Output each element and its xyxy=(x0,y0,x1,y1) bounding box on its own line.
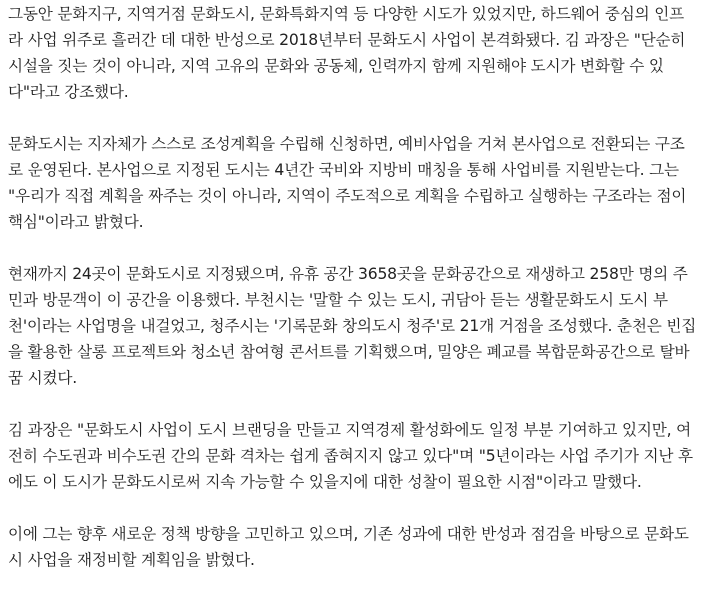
paragraph-line: 에도 이 도시가 문화도시로써 지속 가능할 수 있을지에 대한 성찰이 필요한 시점"이라고 말했다. xyxy=(8,473,642,491)
paragraph-line: 천'이라는 사업명을 내걸었고, 청주시는 '기록문화 창의도시 청주'로 21개 거점을 조성했다. 춘천은 빈집 xyxy=(8,317,697,335)
paragraph-line: 라 사업 위주로 흘러간 데 대한 반성으로 2018년부터 문화도시 사업이 본격화됐다. 김 과장은 "단순히 xyxy=(8,31,686,49)
paragraph-line: 민과 방문객이 이 공간을 이용했다. 부천시는 '말할 수 있는 도시, 귀담아 듣는 생활문화도시 도시 부 xyxy=(8,291,668,309)
paragraph-line: 시설을 짓는 것이 아니라, 지역 고유의 문화와 공동체, 인력까지 함께 지원해야 도시가 변화할 수 있 xyxy=(8,57,664,75)
paragraph-line: 김 과장은 "문화도시 사업이 도시 브랜딩을 만들고 지역경제 활성화에도 일정 부분 기여하고 있지만, 여 xyxy=(8,421,691,439)
article-paragraph-1 xyxy=(8,1,712,105)
paragraph-line: 꿈 시켰다. xyxy=(8,369,77,387)
paragraph-line: 문화도시는 지자체가 스스로 조성계획을 수립해 신청하면, 예비사업을 거쳐 본사업으로 전환되는 구조 xyxy=(8,135,685,153)
paragraph-line: 이에 그는 향후 새로운 정책 방향을 고민하고 있으며, 기존 성과에 대한 반성과 점검을 바탕으로 문화도 xyxy=(8,525,689,543)
article-paragraph-4 xyxy=(8,417,712,495)
article-paragraph-3 xyxy=(8,261,712,391)
paragraph-line: 시 사업을 재정비할 계획임을 밝혔다. xyxy=(8,551,255,569)
paragraph-line: 을 활용한 살롱 프로젝트와 청소년 참여형 콘서트를 기획했으며, 밀양은 폐교를 복합문화공간으로 탈바 xyxy=(8,343,690,361)
article-body xyxy=(8,1,712,599)
paragraph-line: 현재까지 24곳이 문화도시로 지정됐으며, 유휴 공간 3658곳을 문화공간으로 재생하고 258만 명의 주 xyxy=(8,265,688,283)
paragraph-line: 전히 수도권과 비수도권 간의 문화 격차는 쉽게 좁혀지지 않고 있다"며 "5년이라는 사업 주기가 지난 후 xyxy=(8,447,693,465)
article-paragraph-2 xyxy=(8,131,712,235)
paragraph-line: 핵심"이라고 밝혔다. xyxy=(8,213,144,231)
paragraph-line: 로 운영된다. 본사업으로 지정된 도시는 4년간 국비와 지방비 매칭을 통해 사업비를 지원받는다. 그는 xyxy=(8,161,679,179)
paragraph-line: 그동안 문화지구, 지역거점 문화도시, 문화특화지역 등 다양한 시도가 있었지만, 하드웨어 중심의 인프 xyxy=(8,5,685,23)
article-paragraph-5 xyxy=(8,521,712,573)
paragraph-line: "우리가 직접 계획을 짜주는 것이 아니라, 지역이 주도적으로 계획을 수립하고 실행하는 구조라는 점이 xyxy=(8,187,687,205)
paragraph-line: 다"라고 강조했다. xyxy=(8,83,129,101)
